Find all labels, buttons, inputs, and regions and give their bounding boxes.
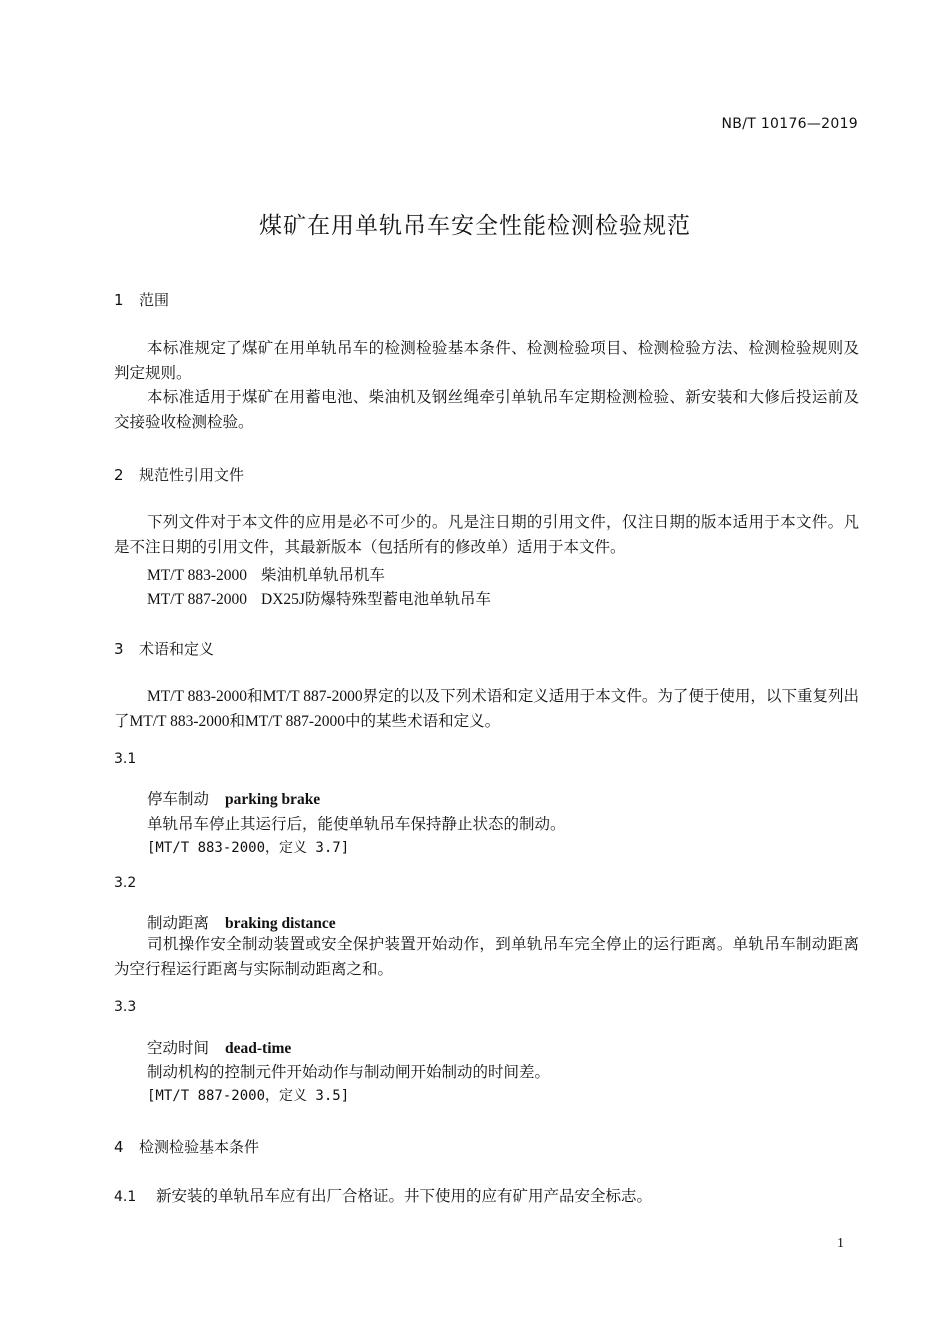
reference-name: 柴油机单轨吊机车: [261, 567, 386, 584]
term-chinese: 停车制动: [147, 790, 210, 808]
section-heading-3: [114, 638, 214, 659]
section-number: 3: [114, 640, 124, 658]
paragraph: 下列文件对于本文件的应用是必不可少的。凡是注日期的引用文件，仅注日期的版本适用于本文件。凡是不注日期的引用文件，其最新版本（包括所有的修改单）适用于本文件。: [114, 514, 859, 556]
normative-reference: [147, 587, 491, 609]
term-source: [MT/T 887-2000，定义 3.5]: [147, 1088, 350, 1104]
subclause-number: 3.2: [114, 875, 137, 891]
normative-reference: [147, 563, 385, 585]
subclause-number: 3.3: [114, 999, 137, 1015]
section-number: 1: [114, 291, 124, 309]
term-definition: 司机操作安全制动装置或安全保护装置开始动作，到单轨吊车完全停止的运行距离。单轨吊车制动距离为空行程运行距离与实际制动距离之和。: [114, 936, 859, 978]
reference-code: MT/T 887-2000: [147, 591, 248, 608]
term-english: parking brake: [225, 791, 321, 808]
standard-code: NB/T 10176—2019: [721, 116, 858, 132]
term-source: [MT/T 883-2000，定义 3.7]: [147, 840, 350, 856]
term-chinese: 制动距离: [147, 914, 210, 932]
term-definition: 单轨吊车停止其运行后，能使单轨吊车保持静止状态的制动。: [147, 816, 566, 833]
paragraph: MT/T 883-2000和MT/T 887-2000界定的以及下列术语和定义适用于本文件。为了便于使用，以下重复列出了MT/T 883-2000和MT/T 887-2000中的某些术语和定义。: [114, 688, 859, 730]
reference-name: DX25J防爆特殊型蓄电池单轨吊车: [261, 591, 491, 608]
paragraph: 本标准规定了煤矿在用单轨吊车的检测检验基本条件、检测检验项目、检测检验方法、检测检验规则及判定规则。: [114, 340, 859, 382]
section-title: 规范性引用文件: [139, 466, 245, 484]
section-heading-4: [114, 1136, 259, 1157]
section-heading-2: [114, 464, 244, 485]
clause-number: 4.1: [114, 1189, 137, 1205]
subclause-number: 3.1: [114, 751, 137, 767]
section-number: 4: [114, 1138, 124, 1156]
term-entry: [147, 787, 320, 809]
page-number: 1: [837, 1236, 844, 1251]
section-title: 检测检验基本条件: [139, 1138, 260, 1156]
term-english: braking distance: [225, 915, 336, 932]
reference-code: MT/T 883-2000: [147, 567, 248, 584]
term-english: dead-time: [225, 1040, 292, 1057]
section-title: 范围: [139, 291, 170, 309]
section-heading-1: [114, 289, 169, 310]
section-title: 术语和定义: [139, 640, 215, 658]
paragraph: 本标准适用于煤矿在用蓄电池、柴油机及钢丝绳牵引单轨吊车定期检测检验、新安装和大修后投运前及交接验收检测检验。: [114, 389, 859, 431]
clause-text: 新安装的单轨吊车应有出厂合格证。井下使用的应有矿用产品安全标志。: [156, 1188, 653, 1205]
term-definition: 制动机构的控制元件开始动作与制动闸开始制动的时间差。: [147, 1064, 551, 1081]
section-number: 2: [114, 466, 124, 484]
term-entry: [147, 911, 336, 933]
document-title: 煤矿在用单轨吊车安全性能检测检验规范: [259, 213, 691, 239]
clause: [114, 1184, 652, 1206]
term-entry: [147, 1036, 291, 1058]
term-chinese: 空动时间: [147, 1039, 210, 1057]
